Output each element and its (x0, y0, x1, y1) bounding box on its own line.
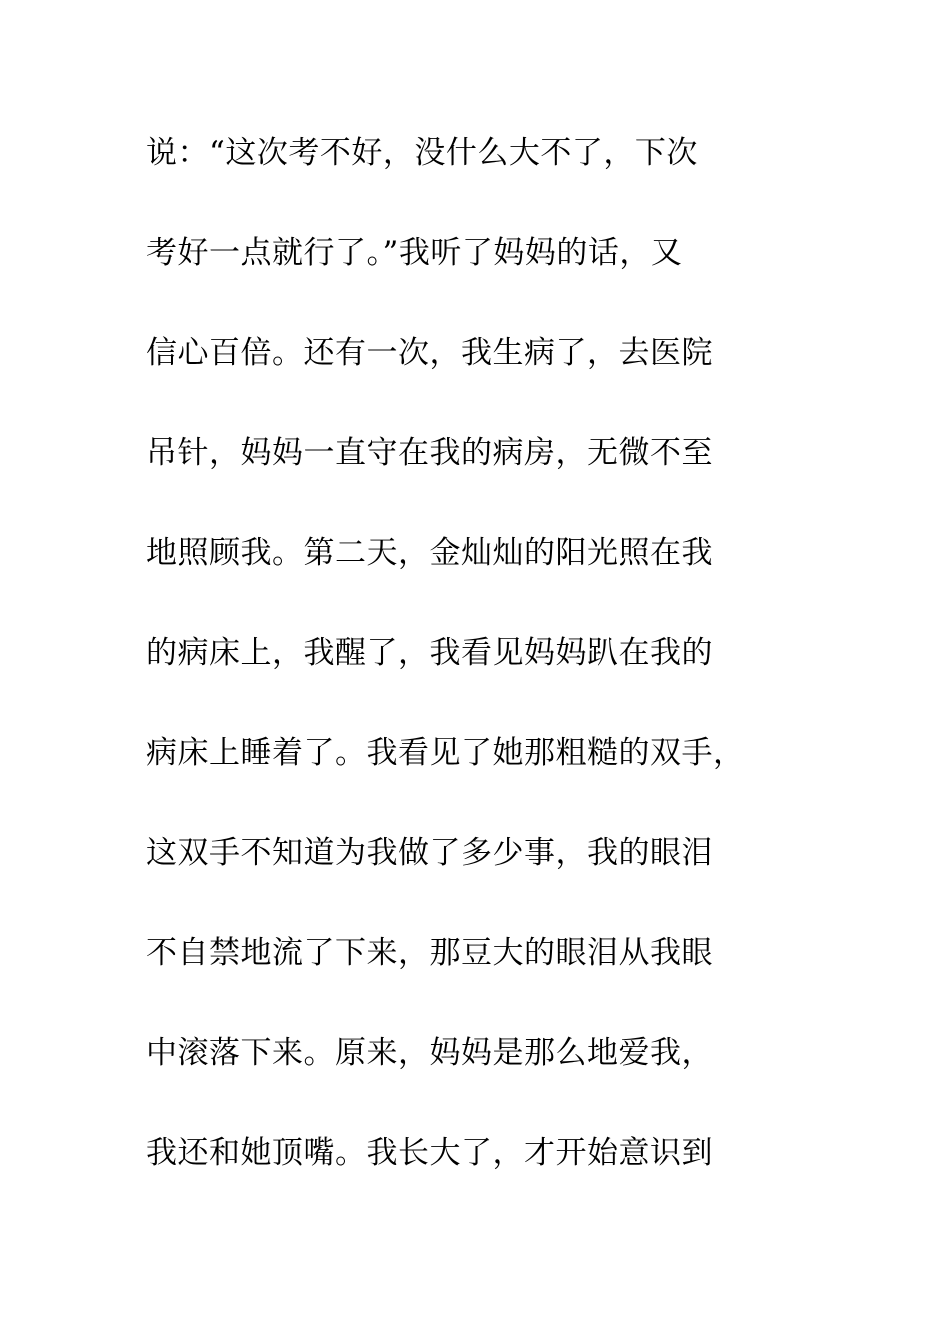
text-line: 地照顾我。第二天，金灿灿的阳光照在我 (146, 535, 713, 571)
text-line: 的病床上，我醒了，我看见妈妈趴在我的 (146, 635, 713, 671)
text-line: 信心百倍。还有一次，我生病了，去医院 (146, 335, 713, 371)
text-line: 说：“这次考不好，没什么大不了，下次 (146, 135, 698, 171)
text-line: 吊针，妈妈一直守在我的病房，无微不至 (146, 435, 713, 471)
text-line: 病床上睡着了。我看见了她那粗糙的双手， (146, 735, 745, 771)
text-line: 不自禁地流了下来，那豆大的眼泪从我眼 (146, 935, 713, 971)
text-line: 考好一点就行了。”我听了妈妈的话，又 (146, 235, 683, 271)
body-text (146, 123, 846, 1223)
text-line: 这双手不知道为我做了多少事，我的眼泪 (146, 835, 713, 871)
text-line: 中滚落下来。原来，妈妈是那么地爱我， (146, 1035, 713, 1071)
text-line: 我还和她顶嘴。我长大了，才开始意识到 (146, 1135, 713, 1171)
